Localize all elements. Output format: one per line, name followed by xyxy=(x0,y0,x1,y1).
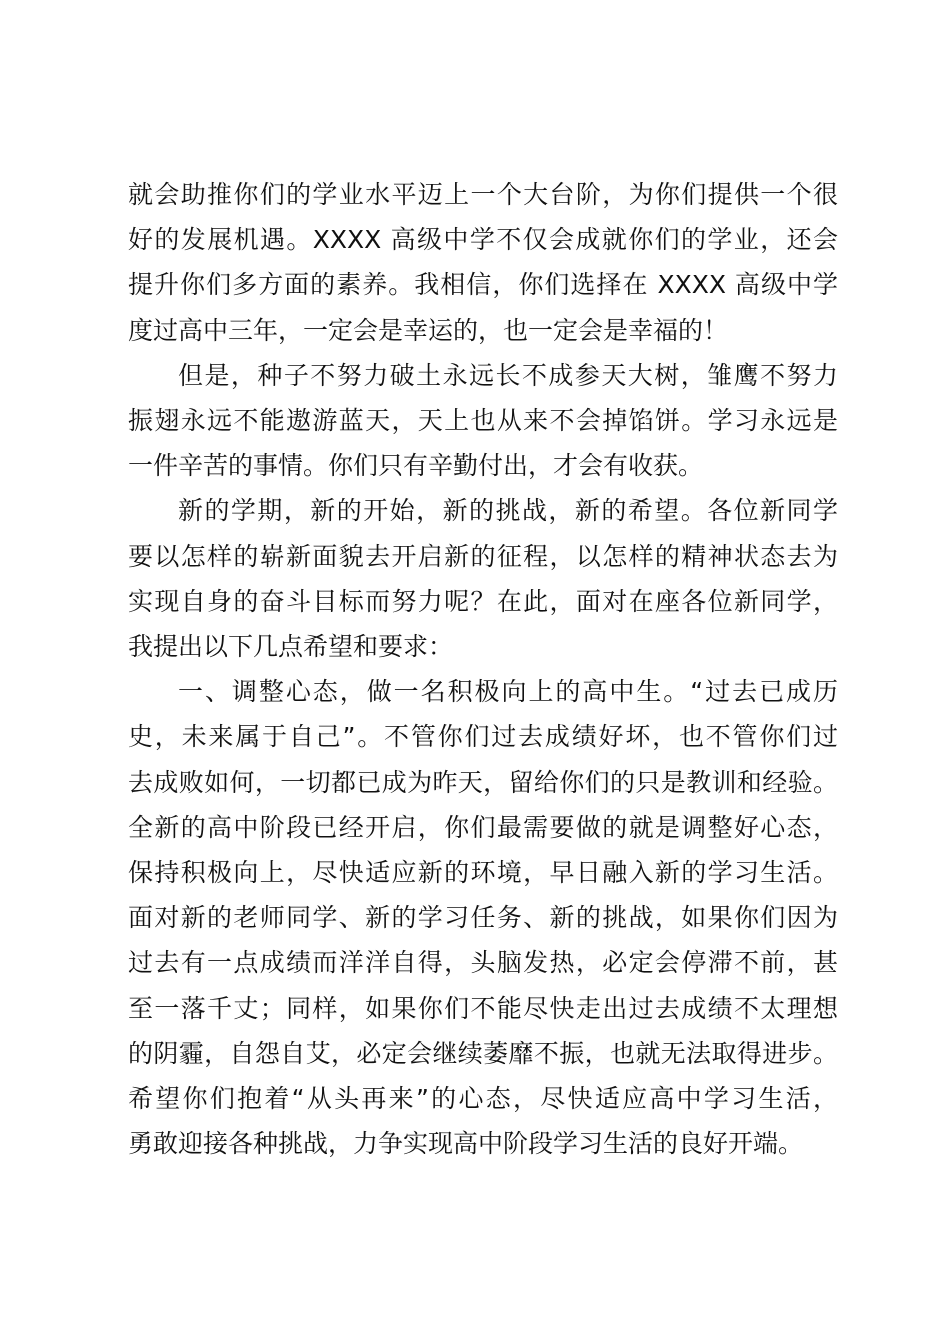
text-line: 保持积极向上，尽快适应新的环境，早日融入新的学习生活。 xyxy=(128,858,838,888)
body-text xyxy=(128,172,838,1166)
text-line: 新的学期，新的开始，新的挑战，新的希望。各位新同学 xyxy=(178,496,838,526)
text-line: 的阴霾，自怨自艾，必定会继续萎靡不振，也就无法取得进步。 xyxy=(128,1038,838,1068)
text-line: 度过高中三年，一定会是幸运的，也一定会是幸福的！ xyxy=(128,315,729,345)
text-line: 一、调整心态，做一名积极向上的高中生。“过去已成历 xyxy=(178,677,838,707)
text-line: 希望你们抱着“从头再来”的心态，尽快适应高中学习生活， xyxy=(128,1084,838,1114)
text-line: 实现自身的奋斗目标而努力呢？在此，面对在座各位新同学， xyxy=(128,586,838,616)
text-line: 一件辛苦的事情。你们只有辛勤付出，才会有收获。 xyxy=(128,451,704,481)
text-line: 振翅永远不能遨游蓝天，天上也从来不会掉馅饼。学习永远是 xyxy=(128,406,838,436)
text-line: 至一落千丈；同样，如果你们不能尽快走出过去成绩不太理想 xyxy=(128,993,838,1023)
paragraph-1 xyxy=(128,172,838,353)
text-line: 要以怎样的崭新面貌去开启新的征程，以怎样的精神状态去为 xyxy=(128,541,838,571)
paragraph-2 xyxy=(128,353,838,489)
text-line: 去成败如何，一切都已成为昨天，留给你们的只是教训和经验。 xyxy=(128,767,838,797)
text-line: 我提出以下几点希望和要求： xyxy=(128,632,454,662)
text-line: 勇敢迎接各种挑战，力争实现高中阶段学习生活的良好开端。 xyxy=(128,1129,804,1159)
text-line: 提升你们多方面的素养。我相信，你们选择在 XXXX 高级中学 xyxy=(128,270,838,300)
text-line: 但是，种子不努力破土永远长不成参天大树，雏鹰不努力 xyxy=(178,360,838,390)
text-line: 就会助推你们的学业水平迈上一个大台阶，为你们提供一个很 xyxy=(128,180,838,209)
text-line: 过去有一点成绩而洋洋自得，头脑发热，必定会停滞不前，甚 xyxy=(128,948,838,978)
paragraph-4 xyxy=(128,669,838,1166)
text-line: 史，未来属于自己”。不管你们过去成绩好坏，也不管你们过 xyxy=(128,722,838,752)
text-line: 面对新的老师同学、新的学习任务、新的挑战，如果你们因为 xyxy=(128,903,838,933)
text-line: 好的发展机遇。XXXX 高级中学不仅会成就你们的学业，还会 xyxy=(128,225,838,255)
text-line: 全新的高中阶段已经开启，你们最需要做的就是调整好心态， xyxy=(128,812,838,842)
paragraph-3 xyxy=(128,488,838,669)
